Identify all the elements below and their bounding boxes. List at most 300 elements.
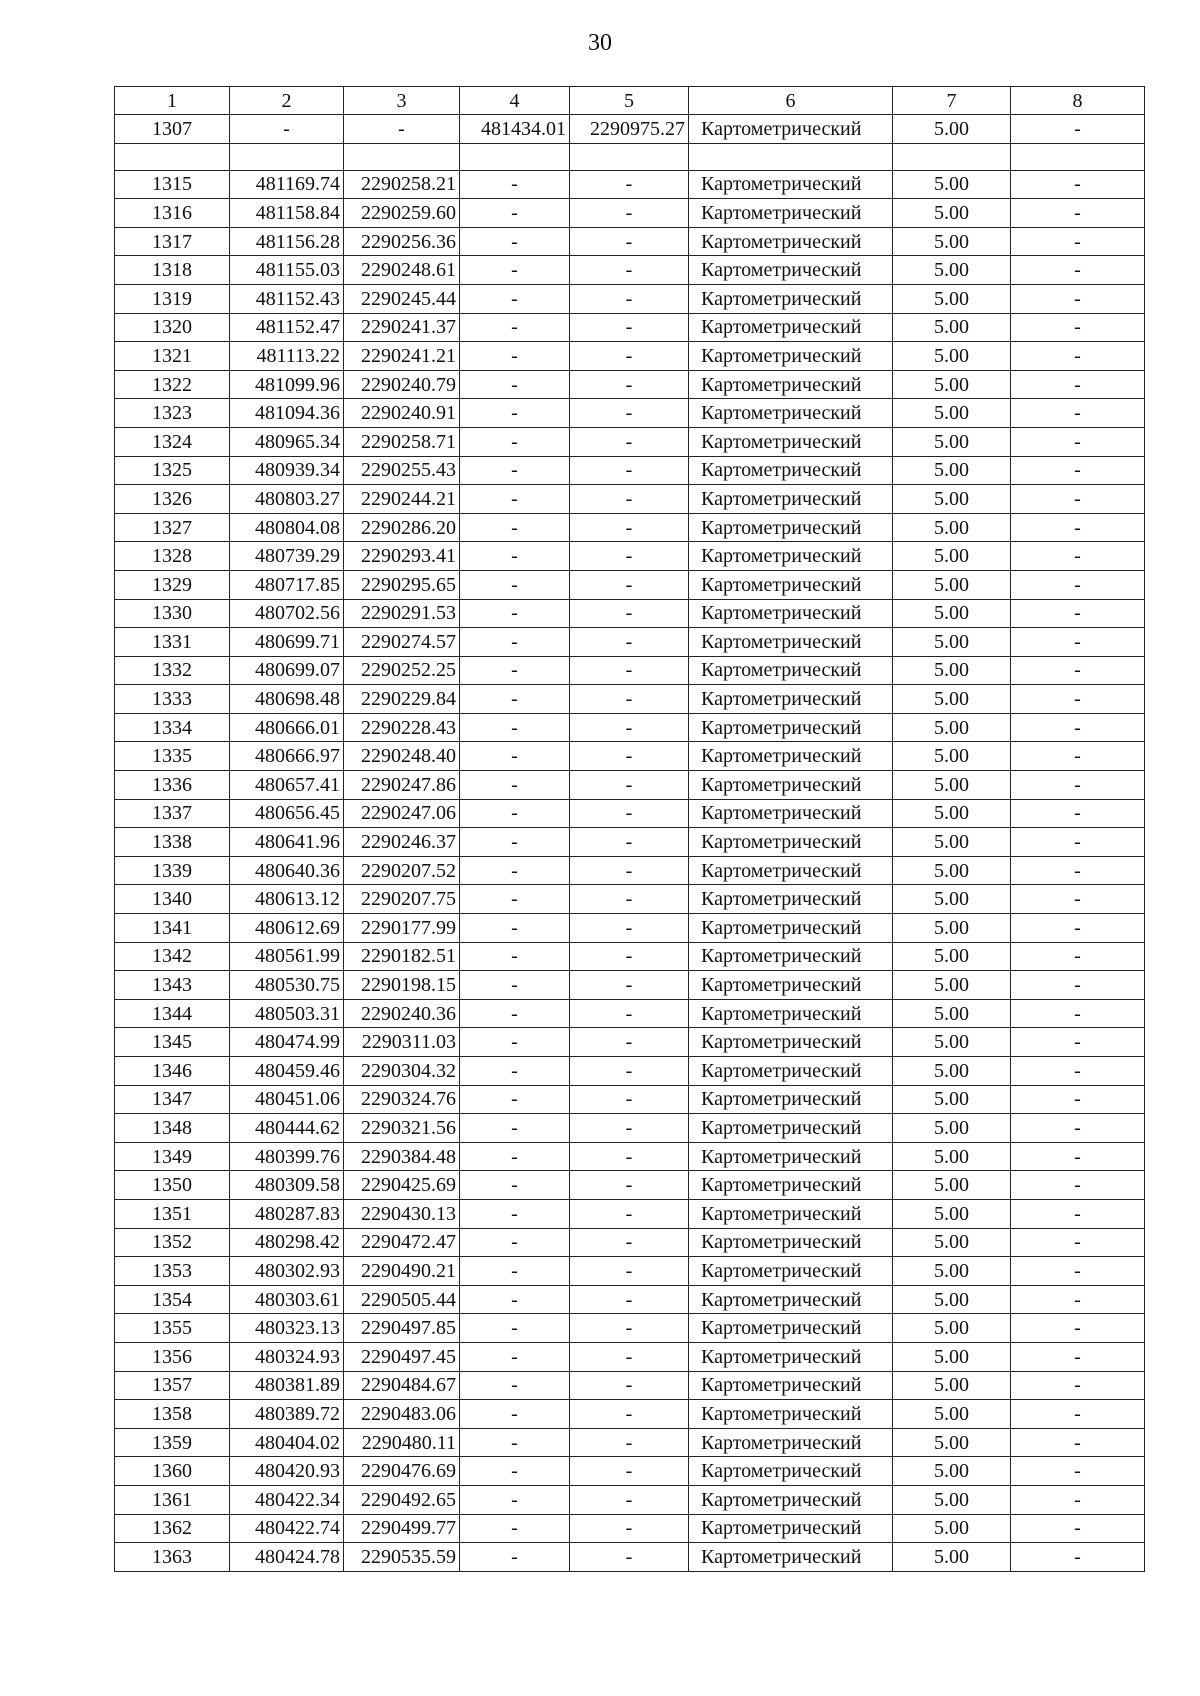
method-cell: Картометрический [689,799,893,828]
y-coord-alt-cell: - [570,1371,689,1400]
table-row [115,570,1145,599]
note-cell: - [1011,971,1145,1000]
note-cell: - [1011,856,1145,885]
note-cell: - [1011,370,1145,399]
x-coord-cell: 480424.78 [230,1543,344,1572]
note-cell: - [1011,1142,1145,1171]
method-cell: Картометрический [689,856,893,885]
note-cell: - [1011,1028,1145,1057]
point-number-cell: 1360 [115,1457,230,1486]
x-coord-alt-cell: - [460,370,570,399]
method-cell: Картометрический [689,999,893,1028]
x-coord-cell: 480459.46 [230,1057,344,1086]
x-coord-alt-cell: - [460,971,570,1000]
y-coord-cell: 2290207.52 [344,856,460,885]
point-number-cell: 1342 [115,942,230,971]
method-cell: Картометрический [689,742,893,771]
y-coord-alt-cell: - [570,399,689,428]
table-row [115,256,1145,285]
column-header: 8 [1011,87,1145,115]
table-row [115,599,1145,628]
point-number-cell: 1339 [115,856,230,885]
method-cell: Картометрический [689,828,893,857]
note-cell: - [1011,1371,1145,1400]
note-cell: - [1011,1171,1145,1200]
table-row [115,1142,1145,1171]
y-coord-alt-cell: - [570,199,689,228]
point-number-cell: 1319 [115,284,230,313]
y-coord-alt-cell [570,143,689,170]
x-coord-cell: 480444.62 [230,1114,344,1143]
point-number-cell: 1331 [115,628,230,657]
x-coord-alt-cell: - [460,427,570,456]
table-row [115,227,1145,256]
x-coord-alt-cell: - [460,342,570,371]
method-cell: Картометрический [689,542,893,571]
x-coord-alt-cell: - [460,856,570,885]
table-row [115,1514,1145,1543]
x-coord-alt-cell: - [460,713,570,742]
x-coord-cell: 480561.99 [230,942,344,971]
y-coord-cell: 2290241.21 [344,342,460,371]
x-coord-alt-cell: - [460,685,570,714]
y-coord-cell: 2290384.48 [344,1142,460,1171]
table-row [115,1314,1145,1343]
x-coord-alt-cell: - [460,1142,570,1171]
precision-cell: 5.00 [893,370,1011,399]
table-row [115,513,1145,542]
x-coord-alt-cell: - [460,1085,570,1114]
table-row [115,885,1145,914]
x-coord-cell: 480666.97 [230,742,344,771]
precision-cell: 5.00 [893,599,1011,628]
x-coord-cell: 481094.36 [230,399,344,428]
point-number-cell: 1356 [115,1342,230,1371]
method-cell: Картометрический [689,227,893,256]
table-row [115,1285,1145,1314]
x-coord-alt-cell: - [460,513,570,542]
y-coord-cell: 2290177.99 [344,914,460,943]
point-number-cell: 1317 [115,227,230,256]
y-coord-alt-cell: - [570,828,689,857]
precision-cell: 5.00 [893,1142,1011,1171]
precision-cell: 5.00 [893,971,1011,1000]
y-coord-cell: 2290247.06 [344,799,460,828]
x-coord-cell: 480702.56 [230,599,344,628]
point-number-cell: 1325 [115,456,230,485]
point-number-cell: 1357 [115,1371,230,1400]
method-cell: Картометрический [689,1199,893,1228]
y-coord-cell: 2290240.36 [344,999,460,1028]
table-row [115,856,1145,885]
y-coord-cell: 2290499.77 [344,1514,460,1543]
note-cell: - [1011,942,1145,971]
table-row [115,685,1145,714]
x-coord-alt-cell: - [460,656,570,685]
x-coord-alt-cell: - [460,1428,570,1457]
note-cell: - [1011,1485,1145,1514]
table-row [115,1085,1145,1114]
x-coord-alt-cell: - [460,1199,570,1228]
table-row [115,1257,1145,1286]
table-row [115,828,1145,857]
x-coord-alt-cell: - [460,1257,570,1286]
method-cell: Картометрический [689,1228,893,1257]
note-cell: - [1011,885,1145,914]
y-coord-alt-cell: - [570,685,689,714]
x-coord-cell: 480302.93 [230,1257,344,1286]
precision-cell: 5.00 [893,685,1011,714]
method-cell: Картометрический [689,1400,893,1429]
note-cell: - [1011,1543,1145,1572]
x-coord-alt-cell: - [460,227,570,256]
table-row [115,370,1145,399]
table-row [115,742,1145,771]
method-cell: Картометрический [689,1457,893,1486]
point-number-cell: 1361 [115,1485,230,1514]
y-coord-cell: 2290304.32 [344,1057,460,1086]
point-number-cell: 1326 [115,485,230,514]
y-coord-alt-cell: - [570,713,689,742]
point-number-cell: 1315 [115,170,230,199]
x-coord-alt-cell: - [460,1371,570,1400]
note-cell [1011,143,1145,170]
table-row [115,1228,1145,1257]
precision-cell: 5.00 [893,1114,1011,1143]
x-coord-alt-cell: - [460,1285,570,1314]
y-coord-alt-cell: - [570,1342,689,1371]
y-coord-cell: 2290240.91 [344,399,460,428]
y-coord-alt-cell: - [570,999,689,1028]
x-coord-cell: 480503.31 [230,999,344,1028]
y-coord-alt-cell: - [570,227,689,256]
x-coord-alt-cell: - [460,885,570,914]
note-cell: - [1011,628,1145,657]
x-coord-cell: 481156.28 [230,227,344,256]
y-coord-cell: 2290247.86 [344,771,460,800]
point-number-cell: 1323 [115,399,230,428]
y-coord-cell: 2290286.20 [344,513,460,542]
method-cell: Картометрический [689,1057,893,1086]
x-coord-alt-cell: - [460,1543,570,1572]
x-coord-cell: 480404.02 [230,1428,344,1457]
point-number-cell: 1359 [115,1428,230,1457]
x-coord-cell: 480641.96 [230,828,344,857]
table-row [115,628,1145,657]
method-cell: Картометрический [689,914,893,943]
point-number-cell: 1333 [115,685,230,714]
note-cell: - [1011,742,1145,771]
y-coord-cell: 2290252.25 [344,656,460,685]
x-coord-alt-cell: - [460,1057,570,1086]
table-row [115,1485,1145,1514]
column-header: 1 [115,87,230,115]
y-coord-alt-cell: - [570,1285,689,1314]
precision-cell: 5.00 [893,999,1011,1028]
y-coord-cell: 2290256.36 [344,227,460,256]
precision-cell: 5.00 [893,313,1011,342]
table-row [115,999,1145,1028]
precision-cell: 5.00 [893,1314,1011,1343]
method-cell: Картометрический [689,685,893,714]
x-coord-cell: 480699.71 [230,628,344,657]
y-coord-alt-cell: - [570,599,689,628]
y-coord-alt-cell: - [570,342,689,371]
precision-cell: 5.00 [893,914,1011,943]
method-cell: Картометрический [689,1342,893,1371]
y-coord-alt-cell: - [570,456,689,485]
table-row [115,284,1145,313]
note-cell: - [1011,599,1145,628]
precision-cell: 5.00 [893,1199,1011,1228]
x-coord-alt-cell: - [460,256,570,285]
method-cell: Картометрический [689,1285,893,1314]
point-number-cell: 1354 [115,1285,230,1314]
table-row [115,1028,1145,1057]
table-row [115,427,1145,456]
note-cell: - [1011,485,1145,514]
y-coord-cell: 2290229.84 [344,685,460,714]
y-coord-cell: 2290505.44 [344,1285,460,1314]
table-row [115,313,1145,342]
note-cell: - [1011,713,1145,742]
point-number-cell: 1329 [115,570,230,599]
method-cell: Картометрический [689,656,893,685]
y-coord-cell: 2290295.65 [344,570,460,599]
y-coord-alt-cell: - [570,971,689,1000]
y-coord-alt-cell: - [570,542,689,571]
point-number-cell: 1320 [115,313,230,342]
y-coord-cell: 2290198.15 [344,971,460,1000]
x-coord-cell: 480389.72 [230,1400,344,1429]
x-coord-cell: 481158.84 [230,199,344,228]
precision-cell: 5.00 [893,1285,1011,1314]
column-header: 3 [344,87,460,115]
y-coord-cell: 2290255.43 [344,456,460,485]
point-number-cell: 1343 [115,971,230,1000]
y-coord-cell: 2290258.21 [344,170,460,199]
column-header: 4 [460,87,570,115]
method-cell: Картометрический [689,942,893,971]
note-cell: - [1011,1314,1145,1343]
y-coord-cell: 2290228.43 [344,713,460,742]
y-coord-alt-cell: - [570,885,689,914]
x-coord-alt-cell: - [460,1314,570,1343]
y-coord-alt-cell: - [570,1543,689,1572]
method-cell: Картометрический [689,1114,893,1143]
precision-cell: 5.00 [893,542,1011,571]
precision-cell: 5.00 [893,170,1011,199]
x-coord-cell: 480613.12 [230,885,344,914]
x-coord-cell: 480324.93 [230,1342,344,1371]
precision-cell: 5.00 [893,513,1011,542]
coordinates-table [114,86,1145,1572]
table-row [115,399,1145,428]
method-cell: Картометрический [689,570,893,599]
note-cell: - [1011,685,1145,714]
note-cell: - [1011,284,1145,313]
method-cell: Картометрический [689,1543,893,1572]
note-cell: - [1011,542,1145,571]
method-cell: Картометрический [689,971,893,1000]
table-row [115,1428,1145,1457]
method-cell: Картометрический [689,1371,893,1400]
note-cell: - [1011,1057,1145,1086]
x-coord-cell: 480287.83 [230,1199,344,1228]
method-cell: Картометрический [689,599,893,628]
method-cell: Картометрический [689,170,893,199]
method-cell: Картометрический [689,1428,893,1457]
x-coord-cell: 480739.29 [230,542,344,571]
y-coord-alt-cell: - [570,1485,689,1514]
y-coord-alt-cell: - [570,1457,689,1486]
x-coord-alt-cell: - [460,1028,570,1057]
precision-cell: 5.00 [893,1228,1011,1257]
y-coord-alt-cell: - [570,1114,689,1143]
method-cell: Картометрический [689,256,893,285]
point-number-cell: 1363 [115,1543,230,1572]
table-row [115,1199,1145,1228]
precision-cell: 5.00 [893,227,1011,256]
y-coord-cell: 2290259.60 [344,199,460,228]
point-number-cell: 1318 [115,256,230,285]
point-number-cell: 1355 [115,1314,230,1343]
method-cell: Картометрический [689,284,893,313]
method-cell: Картометрический [689,115,893,144]
precision-cell: 5.00 [893,828,1011,857]
y-coord-alt-cell: - [570,1199,689,1228]
table-row [115,799,1145,828]
point-number-cell: 1340 [115,885,230,914]
y-coord-cell: - [344,115,460,144]
x-coord-cell: 480381.89 [230,1371,344,1400]
x-coord-cell: 480965.34 [230,427,344,456]
x-coord-alt-cell: - [460,1228,570,1257]
x-coord-cell: 480422.34 [230,1485,344,1514]
precision-cell: 5.00 [893,342,1011,371]
note-cell: - [1011,1228,1145,1257]
x-coord-alt-cell: - [460,1114,570,1143]
y-coord-cell: 2290248.61 [344,256,460,285]
point-number-cell: 1330 [115,599,230,628]
y-coord-alt-cell: - [570,1028,689,1057]
x-coord-alt-cell: - [460,542,570,571]
x-coord-cell: 480939.34 [230,456,344,485]
table-row [115,1400,1145,1429]
point-number-cell: 1358 [115,1400,230,1429]
precision-cell: 5.00 [893,1257,1011,1286]
point-number-cell: 1353 [115,1257,230,1286]
point-number-cell: 1352 [115,1228,230,1257]
point-number-cell [115,143,230,170]
x-coord-alt-cell: - [460,284,570,313]
method-cell: Картометрический [689,485,893,514]
point-number-cell: 1332 [115,656,230,685]
x-coord-cell: 480399.76 [230,1142,344,1171]
note-cell: - [1011,914,1145,943]
y-coord-alt-cell: - [570,742,689,771]
precision-cell: 5.00 [893,456,1011,485]
point-number-cell: 1328 [115,542,230,571]
precision-cell: 5.00 [893,485,1011,514]
note-cell: - [1011,999,1145,1028]
y-coord-alt-cell: - [570,856,689,885]
x-coord-cell: 480666.01 [230,713,344,742]
method-cell: Картометрический [689,370,893,399]
x-coord-cell: 480422.74 [230,1514,344,1543]
point-number-cell: 1322 [115,370,230,399]
note-cell: - [1011,313,1145,342]
note-cell: - [1011,513,1145,542]
x-coord-cell: 480657.41 [230,771,344,800]
x-coord-alt-cell: - [460,999,570,1028]
precision-cell: 5.00 [893,885,1011,914]
y-coord-cell: 2290483.06 [344,1400,460,1429]
x-coord-alt-cell: 481434.01 [460,115,570,144]
precision-cell: 5.00 [893,942,1011,971]
point-number-cell: 1307 [115,115,230,144]
x-coord-cell: 481152.43 [230,284,344,313]
x-coord-cell: 480298.42 [230,1228,344,1257]
x-coord-alt-cell: - [460,485,570,514]
method-cell: Картометрический [689,513,893,542]
x-coord-alt-cell: - [460,1485,570,1514]
x-coord-cell: 480612.69 [230,914,344,943]
point-number-cell: 1344 [115,999,230,1028]
y-coord-cell: 2290248.40 [344,742,460,771]
y-coord-cell [344,143,460,170]
precision-cell: 5.00 [893,1057,1011,1086]
method-cell: Картометрический [689,771,893,800]
note-cell: - [1011,399,1145,428]
precision-cell: 5.00 [893,799,1011,828]
y-coord-alt-cell: - [570,427,689,456]
precision-cell: 5.00 [893,1485,1011,1514]
precision-cell: 5.00 [893,284,1011,313]
y-coord-cell: 2290244.21 [344,485,460,514]
y-coord-cell: 2290311.03 [344,1028,460,1057]
y-coord-cell: 2290240.79 [344,370,460,399]
method-cell: Картометрический [689,399,893,428]
x-coord-alt-cell: - [460,570,570,599]
table-row [115,1171,1145,1200]
point-number-cell: 1362 [115,1514,230,1543]
x-coord-alt-cell: - [460,1342,570,1371]
x-coord-cell: 480530.75 [230,971,344,1000]
y-coord-alt-cell: - [570,1257,689,1286]
precision-cell: 5.00 [893,628,1011,657]
x-coord-cell: 480803.27 [230,485,344,514]
x-coord-cell: 481152.47 [230,313,344,342]
column-header: 2 [230,87,344,115]
x-coord-alt-cell: - [460,1457,570,1486]
y-coord-alt-cell: - [570,914,689,943]
method-cell: Картометрический [689,313,893,342]
y-coord-alt-cell: - [570,313,689,342]
precision-cell: 5.00 [893,656,1011,685]
point-number-cell: 1347 [115,1085,230,1114]
table-row [115,971,1145,1000]
x-coord-cell: 480451.06 [230,1085,344,1114]
y-coord-cell: 2290182.51 [344,942,460,971]
x-coord-alt-cell: - [460,599,570,628]
y-coord-cell: 2290472.47 [344,1228,460,1257]
note-cell: - [1011,1285,1145,1314]
x-coord-alt-cell: - [460,399,570,428]
x-coord-alt-cell: - [460,742,570,771]
x-coord-alt-cell: - [460,914,570,943]
note-cell: - [1011,828,1145,857]
